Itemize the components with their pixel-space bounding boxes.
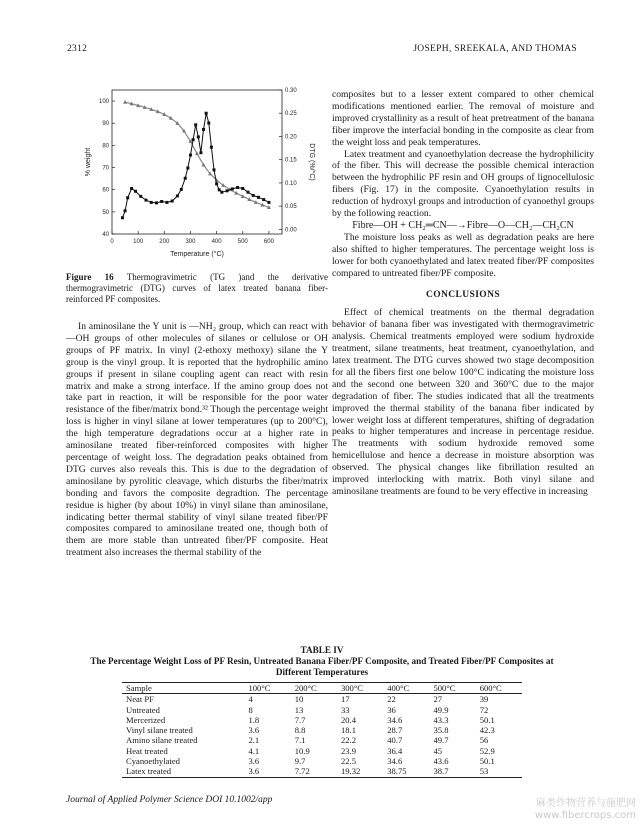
table-iv <box>66 645 578 778</box>
dtg-point <box>171 200 174 203</box>
table-cell: 23.9 <box>340 745 356 756</box>
x-axis-label: Temperature (°C) <box>170 251 224 258</box>
dtg-point <box>145 199 148 202</box>
dtg-point <box>134 190 137 193</box>
table-header-cell: 400°C <box>387 683 410 693</box>
table-row <box>122 705 522 715</box>
table-cell: 38.75 <box>387 766 407 777</box>
table-cell: Mercerized <box>126 714 166 725</box>
right-paragraph-1: composites but to a lesser extent compared to other chemical modifications mentioned earlier. The removal of moisture and improved crystallinity as a result of heat pretreatment of the banana fiber improve the interfacial bonding in the composite as clear from the weight loss and peak temperatures. <box>332 89 594 148</box>
y-tick-label: 40 <box>102 232 109 238</box>
dtg-point <box>194 123 197 126</box>
table-row <box>122 725 522 735</box>
table-cell: 36 <box>387 704 396 715</box>
x-tick-label: 100 <box>133 239 144 245</box>
table-cell: 52.9 <box>479 745 495 756</box>
y-tick-label: 80 <box>102 143 109 150</box>
x-tick-label: 200 <box>159 239 170 245</box>
table-cell: 10.9 <box>294 745 310 756</box>
y-axis-label: % weight <box>85 147 92 177</box>
table-cell: 22.2 <box>340 735 356 746</box>
table-cell: Latex treated <box>126 766 172 777</box>
table-cell: 39 <box>479 694 489 705</box>
right-paragraph-3: The moisture loss peaks as well as degradation peaks are here also shifted to higher temperatures. The percentage weight loss is lower for both cyanoethylated and latex treated fiber/PF composites compared to untreated fiber/PF composite. <box>332 231 594 279</box>
table-cell: Cyanoethylated <box>126 756 180 767</box>
dtg-point <box>155 201 158 204</box>
table-cell: 34.6 <box>387 714 403 725</box>
left-paragraph-1: In aminosilane the Y unit is —NH₂ group, which can react with —OH groups of other molecules of silanes or cellulose or OH groups of PF matrix. In vinyl (2-ethoxy methoxy) silane the Y group is the vinyl group. It is reported that the hydrophilic amino groups if present in silane coupling agent can react with resin matrix and make a strong interface. If the amino group does not take part in reaction, it will be responsible for the poor water resistance of the fiber/matrix bond.³² Though the percentage weight loss is higher in vinyl silane at lower temperatures (up to 200°C), the high temperature degradations occur at a higher rate in aminosilane treated fiber-reinforced composites with higher percentage of weight loss. The degradation peaks obtained from DTG curves also reveals this. This is due to the degradation of aminosilane by pyrolitic cleavage, which disturbs the fiber/matrix bonding and favors the composite degradtion. The percentage residue is higher (by about 10%) in vinyl silane than aminosilane, indicating better thermal stability of vinyl silane treated fiber/PF composites compared to aminosilane treated one, though both of them are more stable than untreated fiber/PF composite. Heat treatment also increases the thermal stability of the <box>66 321 328 559</box>
watermark-line-2: www.fibercrops.com <box>534 810 636 821</box>
table-cell: 7.7 <box>294 714 306 725</box>
table-header-cell: Sample <box>126 683 152 693</box>
y2-tick-label: 0.10 <box>285 180 297 187</box>
table-cell: 1.8 <box>248 714 260 725</box>
tg-dtg-chart <box>66 82 328 272</box>
table-cell: 28.7 <box>387 725 403 736</box>
table-cell: 49.9 <box>433 704 449 715</box>
table-cell: 22 <box>387 694 396 705</box>
tg-point <box>123 100 127 104</box>
table-cell: 9.7 <box>294 756 306 767</box>
dtg-point <box>213 168 216 171</box>
running-title: JOSEPH, SREEKALA, AND THOMAS <box>413 44 577 54</box>
table-cell: 3.6 <box>248 756 260 767</box>
dtg-point <box>197 135 200 138</box>
table-cell: 35.8 <box>433 725 449 736</box>
right-paragraph-2: Latex treatment and cyanoethylation decrease the hydrophilicity of the fiber. This will decrease the possible chemical interaction between the hydrophilic PF resin and OH groups of lignocellulosic fibers (Fig. 17) in the composite. Cyanoethylation results in reduction of hydroxyl groups and introduction of cyanoethyl groups by the following reaction. <box>332 148 594 220</box>
table-cell: 43.6 <box>433 756 449 767</box>
dtg-point <box>121 216 124 219</box>
table-row <box>122 694 522 705</box>
y2-tick-label: 0.05 <box>285 204 297 211</box>
table-header-cell: 500°C <box>433 683 456 693</box>
y2-tick-label: 0.20 <box>285 134 297 141</box>
x-tick-label: 0 <box>110 239 114 245</box>
table-cell: 7.1 <box>294 735 306 746</box>
dtg-point <box>220 191 223 194</box>
table-cell: Heat treated <box>126 745 168 756</box>
right-column <box>332 89 594 498</box>
table-row <box>122 715 522 725</box>
table-cell: 40.7 <box>387 735 403 746</box>
y2-tick-label: 0.25 <box>285 111 297 118</box>
dtg-point <box>202 128 205 131</box>
table-cell: 7.72 <box>294 766 310 777</box>
table-cell: 22.5 <box>340 756 356 767</box>
dtg-point <box>165 201 168 204</box>
table-row <box>122 735 522 745</box>
table-cell: 10 <box>294 694 304 705</box>
table-cell: Neat PF <box>126 694 154 705</box>
figure-caption: Figure 16 Thermogravimetric (TG )and the derivative thermogravimetric (DTG) curves of latex treated banana fiber-reinforced PF composites. <box>66 272 328 304</box>
table-cell: Vinyl silane treated <box>126 725 193 736</box>
watermark-line-1: 麻类作物营养与施肥网 <box>536 798 636 809</box>
table-row <box>122 766 522 777</box>
dtg-point <box>189 154 192 157</box>
y-tick-label: 100 <box>98 99 109 106</box>
table-header-cell: 300°C <box>340 683 364 693</box>
y2-tick-label: 0.30 <box>285 88 297 94</box>
figure-caption-text: Thermogravimetric (TG )and the derivative thermogravimetric (DTG) curves of latex treated banana fiber-reinforced PF composites. <box>66 272 328 304</box>
table-cell: 53 <box>479 766 489 777</box>
dtg-point <box>236 186 239 189</box>
x-tick-label: 600 <box>263 239 274 245</box>
dtg-point <box>257 196 260 199</box>
dtg-point <box>226 189 229 192</box>
dtg-point <box>241 187 244 190</box>
table-cell: 72 <box>479 704 489 715</box>
table-cell: 18.1 <box>340 725 356 736</box>
y-tick-label: 90 <box>102 121 109 128</box>
y2-axis-label: DTG (%/°C) <box>308 143 315 181</box>
table-cell: 13 <box>294 704 304 715</box>
table-header-cell: 100°C <box>248 683 271 693</box>
table-title: The Percentage Weight Loss of PF Resin, Untreated Banana Fiber/PF Composite, and Treated Fiber/PF Composites at Different Temperatures <box>90 656 554 677</box>
table-cell: 4 <box>248 694 253 705</box>
table-cell: 33 <box>340 704 350 715</box>
dtg-point <box>247 191 250 194</box>
table-cell: 56 <box>479 735 489 746</box>
dtg-point <box>215 182 218 185</box>
dtg-point <box>184 177 187 180</box>
table-cell: Amino silane treated <box>126 735 198 746</box>
table-cell: 36.4 <box>387 745 403 756</box>
page-number: 2312 <box>67 44 88 54</box>
table-row <box>122 756 522 766</box>
reaction-equation: Fibre—OH + CH₂═CN—→Fibre—O—CH₂—CH₂CN <box>352 219 574 231</box>
table-cell: 50.1 <box>479 756 495 767</box>
table-cell: 8 <box>248 704 253 715</box>
dtg-point <box>139 195 142 198</box>
table-cell: 3.6 <box>248 725 260 736</box>
table-cell: 8.8 <box>294 725 306 736</box>
dtg-point <box>262 198 265 201</box>
dtg-point <box>218 188 221 191</box>
table-cell: Untreated <box>126 704 160 715</box>
dtg-point <box>231 187 234 190</box>
dtg-point <box>130 187 133 190</box>
dtg-point <box>186 167 189 170</box>
journal-footer: Journal of Applied Polymer Science DOI 10.1002/app <box>66 795 273 805</box>
dtg-point <box>126 196 129 199</box>
dtg-point <box>199 151 202 154</box>
table-label: TABLE IV <box>300 645 344 655</box>
table-cell: 17 <box>340 694 350 705</box>
y2-tick-label: 0.00 <box>285 227 297 234</box>
figure-16 <box>66 82 328 272</box>
dtg-point <box>150 201 153 204</box>
table-header-cell: 200°C <box>294 683 317 693</box>
table-header-cell: 600°C <box>479 683 502 693</box>
table-cell: 4.1 <box>248 745 260 756</box>
conclusions-paragraph: Effect of chemical treatments on the thermal degradation behavior of banana fiber was investigated with thermogravimetric analysis. Chemical treatments employed were sodium hydroxide treatment, silane treatments, heat treatment, cyanoethylation, and latex treatment. The DTG curves showed two stage decomposition for all the fibers first one below 100°C indicating the moisture loss and the second one between 320 and 360°C due to the major degradation of fiber. The studies indicated that all the treatments improved the thermal stability of the banana fiber indicated by lower weight loss at different temperatures, shifting of degradation peaks to higher temperatures and increase in percentage residue. The treatments with sodium hydroxide removed some hemicellulose and hence a decrease in moisture absorption was observed. The physical changes like fibrillation resulted an improved interlocking with matrix. Both vinyl silane and aminosilane treatments are found to be very effective in increasing <box>332 307 594 497</box>
table-cell: 2.1 <box>248 735 260 746</box>
dtg-point <box>210 146 213 149</box>
y-tick-label: 50 <box>102 209 109 216</box>
table-cell: 38.7 <box>433 766 449 777</box>
table-cell: 49.7 <box>433 735 449 746</box>
table-cell: 42.3 <box>479 725 495 736</box>
y-tick-label: 60 <box>102 187 109 194</box>
table-cell: 45 <box>433 745 443 756</box>
table-cell: 20.4 <box>340 714 356 725</box>
table-cell: 19.32 <box>340 766 361 777</box>
table-row <box>122 746 522 756</box>
table-cell: 34.6 <box>387 756 403 767</box>
y-tick-label: 70 <box>102 165 109 172</box>
x-tick-label: 300 <box>185 239 196 245</box>
dtg-point <box>192 138 195 141</box>
data-table <box>122 682 522 778</box>
left-column <box>66 321 328 559</box>
dtg-point <box>180 188 183 191</box>
dtg-point <box>252 194 255 197</box>
dtg-point <box>124 209 127 212</box>
dtg-line <box>123 113 269 218</box>
x-tick-label: 500 <box>237 239 248 245</box>
x-tick-label: 400 <box>211 239 222 245</box>
table-cell: 27 <box>433 694 443 705</box>
table-cell: 50.1 <box>479 714 495 725</box>
dtg-point <box>160 200 163 203</box>
dtg-point <box>205 112 208 115</box>
section-title-conclusions: CONCLUSIONS <box>425 289 501 300</box>
plot-frame <box>112 90 282 234</box>
table-cell: 43.3 <box>433 714 449 725</box>
table-cell: 3.6 <box>248 766 260 777</box>
dtg-point <box>267 201 270 204</box>
site-watermark <box>535 798 636 822</box>
y2-tick-label: 0.15 <box>285 157 297 164</box>
dtg-point <box>207 121 210 124</box>
dtg-point <box>176 194 179 197</box>
